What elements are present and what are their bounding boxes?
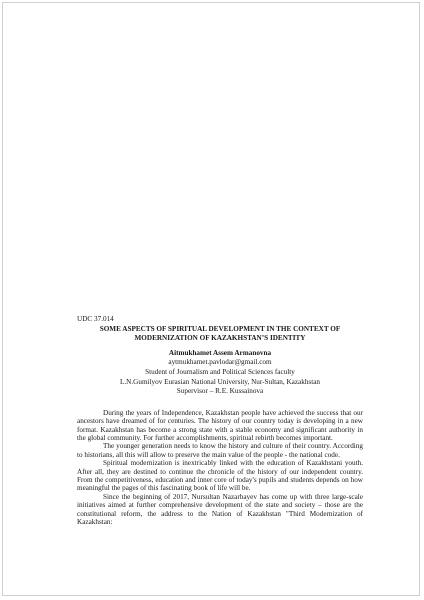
author-block	[77, 349, 363, 397]
body-paragraph: During the years of Independence, Kazakhstan people have achieved the success that our ancestors have dreamed of for centuries. The history of our country today is developing in a new format. Kazakhstan has become a strong state with a stable economy and significant authority in the global community. For further accomplishments, spiritual rebirth becomes important.	[77, 408, 363, 442]
page	[2, 2, 420, 596]
author-name: Aitmukhamet Assem Armanovna	[168, 348, 272, 357]
author-email: aytmukhamet.pavlodar@gmail.com	[168, 358, 272, 367]
author-affiliation-university: L.N.Gumilyov Eurasian National University, Nur-Sultan, Kazakhstan	[120, 377, 320, 386]
body-paragraph: Spiritual modernization is inextricably linked with the education of Kazakhstani youth. After all, they are destined to continue the chronicle of the history of our independent country. From the competitiveness, education and inner core of today's pupils and students depends on how meaningful the pages of this fascinating book of life will be.	[77, 459, 363, 493]
udc-code: UDC 37.014	[77, 315, 114, 323]
author-affiliation-faculty: Student of Journalism and Political Sciences faculty	[145, 368, 295, 376]
body-paragraph: The younger generation needs to know the history and culture of their country. According to historians, all this will allow to preserve the main value of the people - the national code.	[77, 442, 363, 459]
article-title	[77, 325, 363, 344]
author-supervisor: Supervisor – R.E. Kussainova	[176, 387, 264, 396]
article-body	[77, 409, 363, 527]
article-title-line-1: SOME ASPECTS OF SPIRITUAL DEVELOPMENT IN THE CONTEXT OF	[99, 325, 341, 333]
article-title-line-2: MODERNIZATION OF KAZAKHSTAN’S IDENTITY	[134, 334, 306, 343]
body-paragraph: Since the beginning of 2017, Nursultan Nazarbayev has come up with three large-scale initiatives aimed at further comprehensive development of the state and society – those are the constitutional reform, the address to the Nation of Kazakhstan "Third Modernization of Kazakhstan:	[77, 492, 363, 527]
article-content	[77, 315, 363, 526]
